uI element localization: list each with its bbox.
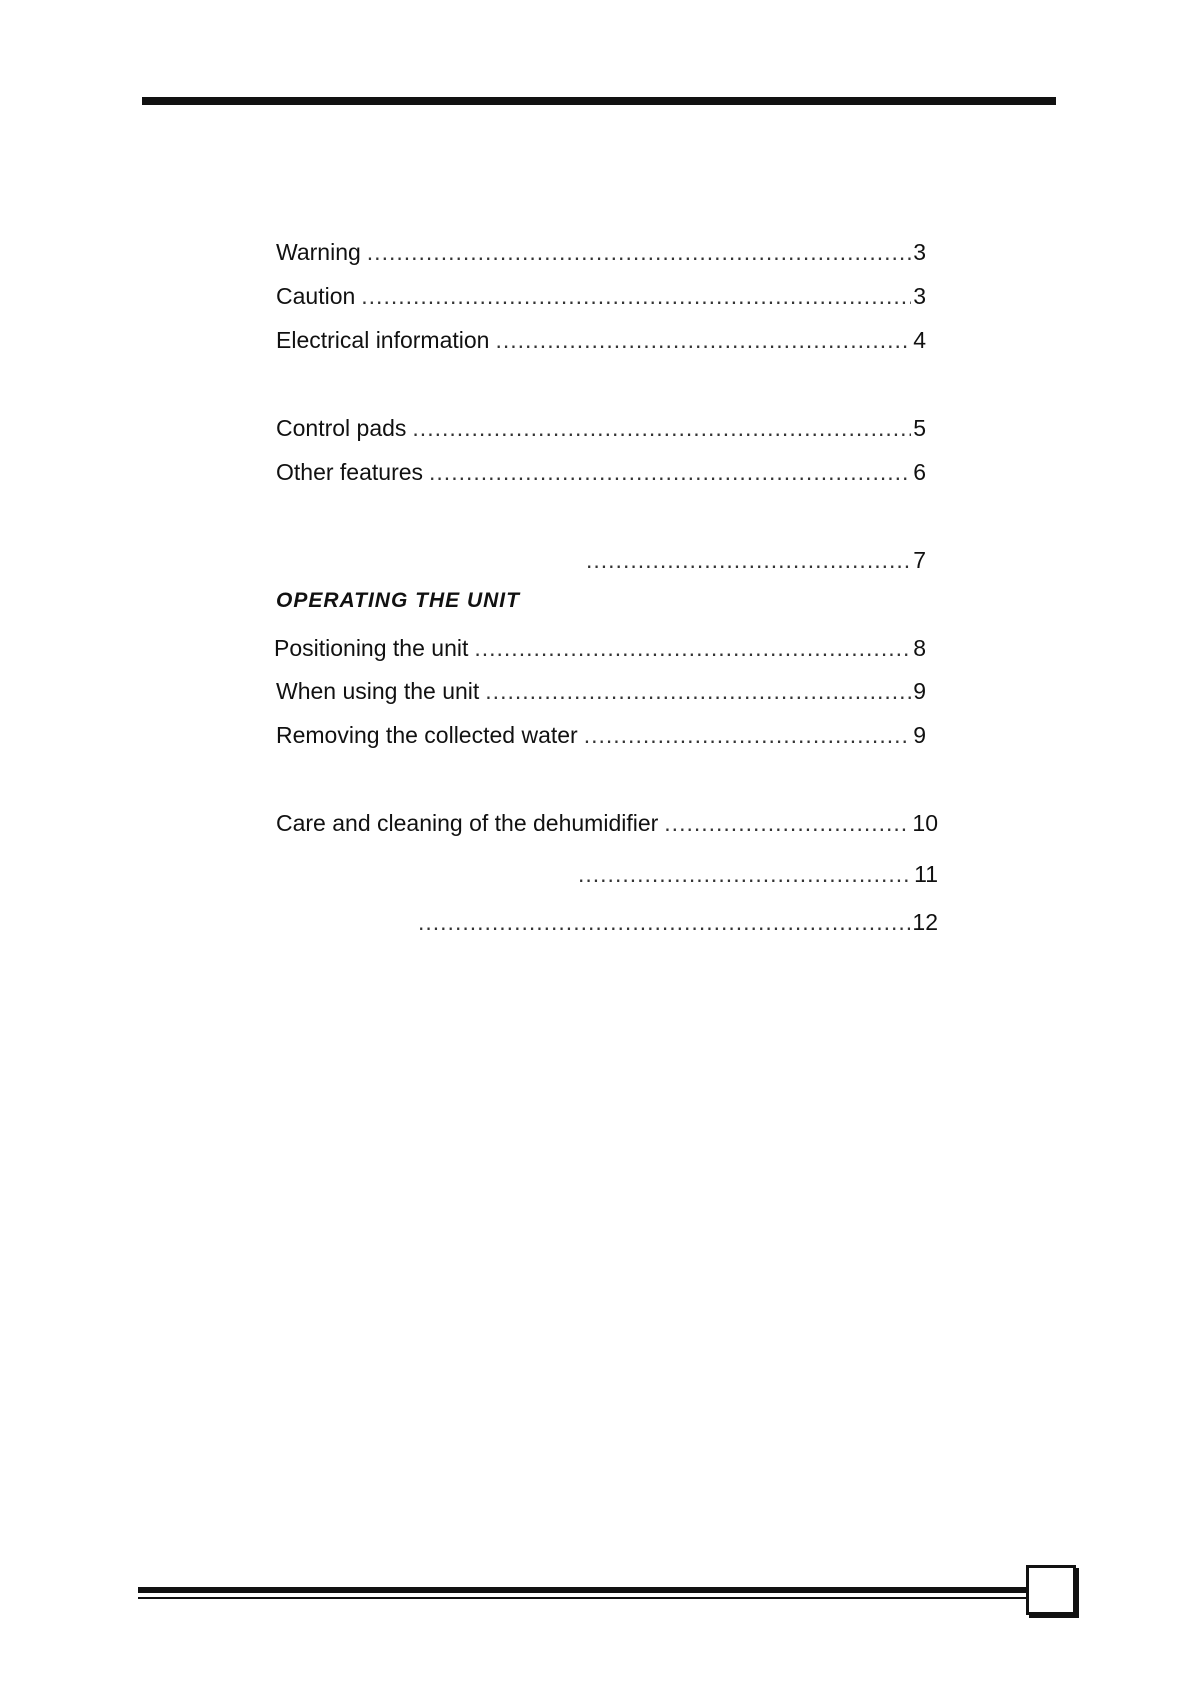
- toc-entry-control-pads[interactable]: [276, 414, 926, 442]
- dot-leader: [586, 546, 911, 574]
- toc-entry-page: 7: [913, 547, 926, 573]
- dot-leader: [578, 860, 912, 888]
- toc-entry-label: Warning: [276, 239, 361, 265]
- toc-entry-label: Care and cleaning of the dehumidifier: [276, 810, 659, 836]
- toc-entry-care-and-cleaning[interactable]: [276, 809, 938, 837]
- toc-entry-label: Removing the collected water: [276, 722, 578, 748]
- toc-entry-label: When using the unit: [276, 678, 480, 704]
- dot-leader: [664, 809, 910, 837]
- dot-leader: [474, 634, 911, 662]
- toc-entry-page: 3: [913, 283, 926, 309]
- section-heading-operating-the-unit: OPERATING THE UNIT: [276, 589, 520, 612]
- dot-leader: [495, 326, 911, 354]
- toc-entry-electrical-information[interactable]: [276, 326, 926, 354]
- dot-leader: [418, 908, 910, 936]
- bottom-rule-thin: [138, 1597, 1030, 1599]
- toc-entry-page: 3: [913, 239, 926, 265]
- dot-leader: [429, 458, 911, 486]
- toc-entry-removing-the-collected-water[interactable]: [276, 721, 926, 749]
- toc-entry-page: 4: [913, 327, 926, 353]
- page-number-box: [1026, 1565, 1076, 1615]
- toc-entry-page-12[interactable]: [412, 908, 938, 936]
- toc-entry-page: 8: [913, 635, 926, 661]
- toc-entry-label: Caution: [276, 283, 356, 309]
- dot-leader: [485, 677, 911, 705]
- toc-entry-other-features[interactable]: [276, 458, 926, 486]
- toc-entry-page: 12: [912, 909, 938, 935]
- toc-entry-page: 11: [914, 861, 938, 887]
- dot-leader: [361, 282, 911, 310]
- toc-entry-label: Other features: [276, 459, 424, 485]
- dot-leader: [367, 238, 911, 266]
- toc-entry-positioning-the-unit[interactable]: [274, 634, 926, 662]
- dot-leader: [412, 414, 911, 442]
- toc-entry-page-11[interactable]: [572, 860, 938, 888]
- dot-leader: [584, 721, 911, 749]
- toc-entry-page: 6: [913, 459, 926, 485]
- toc-entry-warning[interactable]: [276, 238, 926, 266]
- toc-entry-page: 10: [912, 810, 938, 836]
- bottom-rule: [138, 1587, 1030, 1593]
- toc-entry-page: 9: [913, 722, 926, 748]
- toc-entry-caution[interactable]: [276, 282, 926, 310]
- toc-entry-page: 9: [913, 678, 926, 704]
- toc-entry-page: 5: [913, 415, 926, 441]
- toc-entry-label: Electrical information: [276, 327, 490, 353]
- toc-entry-page-7[interactable]: [580, 546, 926, 574]
- toc-entry-label: Positioning the unit: [274, 635, 469, 661]
- toc-entry-label: Control pads: [276, 415, 407, 441]
- toc-entry-when-using-the-unit[interactable]: [276, 677, 926, 705]
